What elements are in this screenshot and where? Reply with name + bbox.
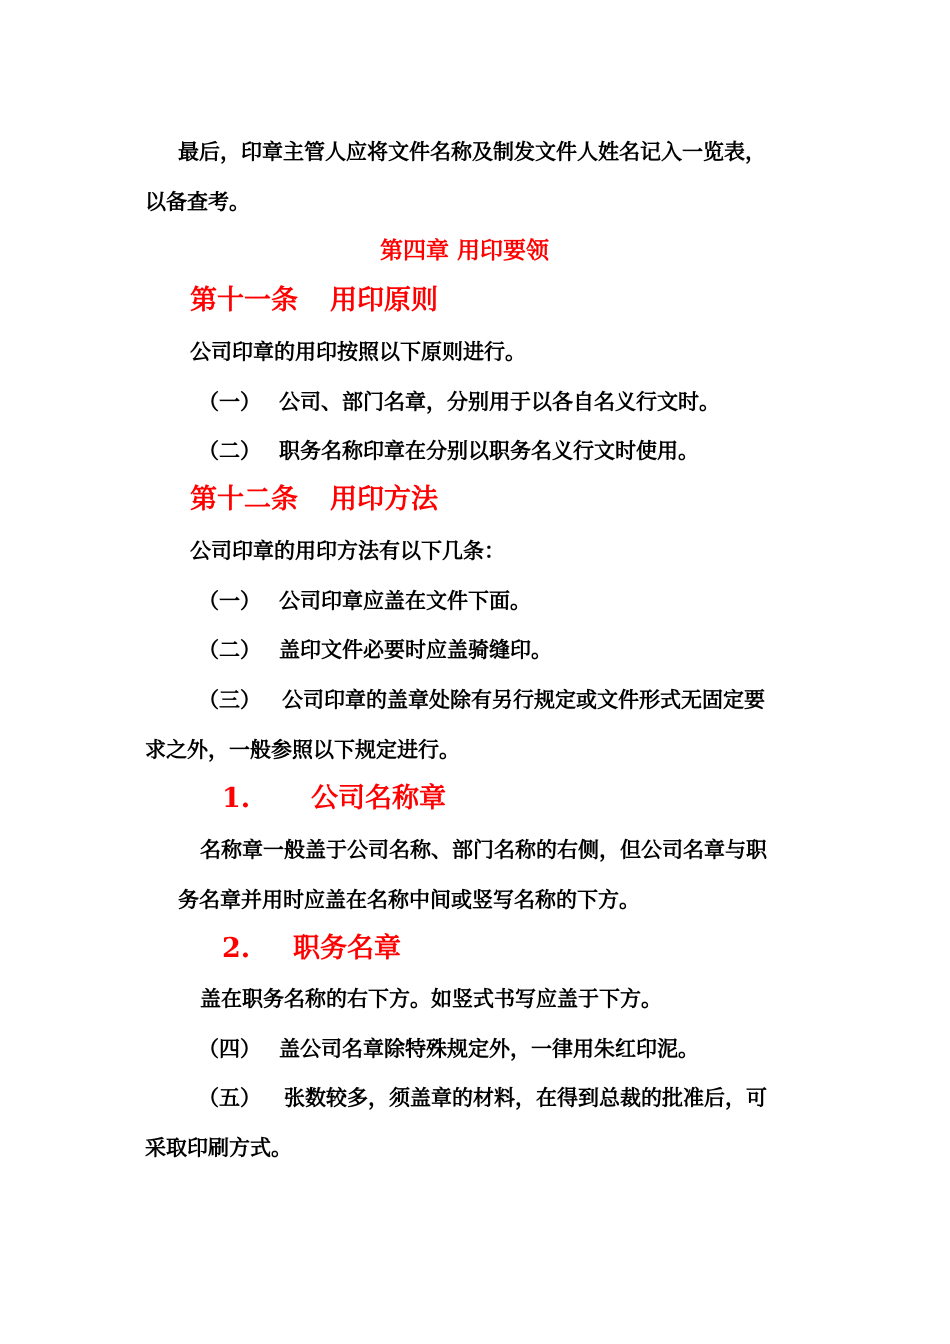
article-12-item-3 [198,689,765,710]
article-12-item-1 [198,590,531,611]
item-number: （五） [198,1085,261,1110]
article-12-title: 用印方法 [330,484,438,515]
item-text: 职务名称印章在分别以职务名义行文时使用。 [279,438,699,463]
article-12-intro: 公司印章的用印方法有以下几条： [190,538,505,563]
item-number: （四） [198,1036,261,1061]
article-12-item-5 [198,1087,767,1108]
item-text: 盖印文件必要时应盖骑缝印。 [279,637,552,662]
item-number: （一） [198,389,261,414]
article-12-item-2 [198,639,552,660]
item-text: 盖公司名章除特殊规定外，一律用朱红印泥。 [279,1036,699,1061]
article-11-intro: 公司印章的用印按照以下原则进行。 [190,339,526,364]
item-number: （二） [198,438,261,463]
position-seal-paragraph: 盖在职务名称的右下方。如竖式书写应盖于下方。 [200,986,662,1011]
subheading-company-seal [222,785,446,812]
company-seal-paragraph-line1: 名称章一般盖于公司名称、部门名称的右侧，但公司名章与职 [200,837,767,862]
item-text: 公司、部门名章，分别用于以各自名义行文时。 [279,389,720,414]
article-11-item-2 [198,440,699,461]
article-12-item-3-continued: 求之外，一般参照以下规定进行。 [145,737,460,762]
article-11-title: 用印原则 [330,285,438,316]
article-11-heading [190,287,438,314]
article-11-item-1 [198,391,720,412]
article-12-heading [190,486,438,513]
company-seal-paragraph-line2: 务名章并用时应盖在名称中间或竖写名称的下方。 [178,887,640,912]
item-number: （一） [198,588,261,613]
subheading-number: 1. [222,783,251,814]
subheading-position-seal [222,935,401,962]
item-text: 公司印章的盖章处除有另行规定或文件形式无固定要 [282,687,765,712]
subheading-title: 职务名章 [293,933,401,964]
article-12-item-4 [198,1038,699,1059]
subheading-number: 2. [222,933,251,964]
chapter-title: 第四章 用印要领 [380,237,550,264]
article-12-number: 第十二条 [190,484,298,515]
article-11-number: 第十一条 [190,285,298,316]
paragraph-final-line2: 以备查考。 [145,189,250,214]
subheading-title: 公司名称章 [311,783,446,814]
item-text: 张数较多，须盖章的材料，在得到总裁的批准后，可 [284,1085,767,1110]
article-12-item-5-continued: 采取印刷方式。 [145,1135,292,1160]
paragraph-final-line1: 最后，印章主管人应将文件名称及制发文件人姓名记入一览表， [178,139,766,164]
item-number: （二） [198,637,261,662]
item-number: （三） [198,687,261,712]
item-text: 公司印章应盖在文件下面。 [279,588,531,613]
